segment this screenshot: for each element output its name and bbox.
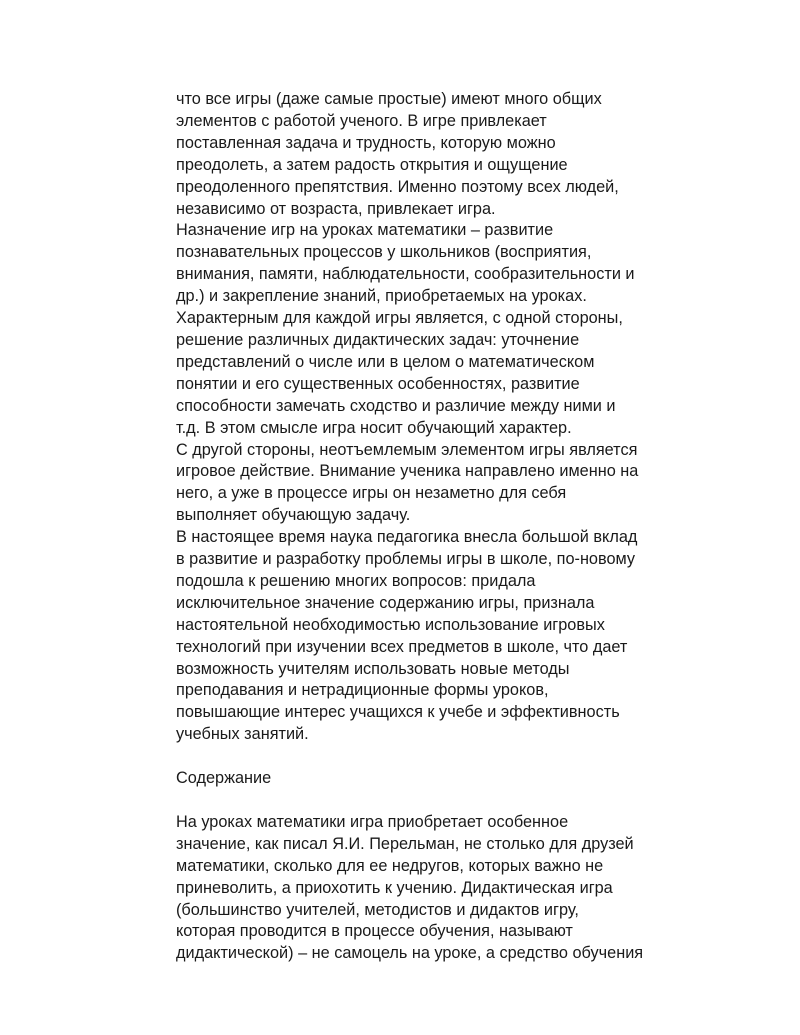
text-line: которая проводится в процессе обучения, называют [176,922,573,941]
text-line: повышающие интерес учащихся к учебе и эффективность [176,703,620,722]
blank-line [176,790,696,812]
blank-line [176,746,696,768]
text-line: независимо от возраста, привлекает игра. [176,199,496,218]
text-line: (большинство учителей, методистов и дидактов игру, [176,900,579,919]
text-line: др.) и закрепление знаний, приобретаемых на уроках. [176,287,587,306]
text-line: настоятельной необходимостью использование игровых [176,615,605,634]
text-line: способности замечать сходство и различие между ними и [176,396,616,415]
text-line: в развитие и разработку проблемы игры в школе, по-новому [176,550,636,569]
text-line: подошла к решению многих вопросов: придала [176,571,536,590]
text-line: игровое действие. Внимание ученика направлено именно на [176,462,639,481]
text-line: математики, сколько для ее недругов, которых важно не [176,856,604,875]
text-line: внимания, памяти, наблюдательности, сообразительности и [176,265,635,284]
text-line: преподавания и нетрадиционные формы уроков, [176,681,549,700]
text-line: Характерным для каждой игры является, с одной стороны, [176,309,623,328]
text-line: решение различных дидактических задач: уточнение [176,330,580,349]
text-line: возможность учителям использовать новые методы [176,659,570,678]
paragraph-2 [176,220,696,308]
paragraph-1 [176,89,696,220]
text-line: выполняет обучающую задачу. [176,506,411,525]
text-line: элементов с работой ученого. В игре привлекает [176,111,547,130]
text-line: дидактической) – не самоцель на уроке, а средство обучения [176,944,644,963]
text-line: представлений о числе или в целом о математическом [176,352,595,371]
paragraph-final [176,812,696,965]
text-line: В настоящее время наука педагогика внесла большой вклад [176,528,638,547]
text-line: преодоленного препятствия. Именно поэтому всех людей, [176,177,619,196]
text-line: На уроках математики игра приобретает особенное [176,812,569,831]
text-line: технологий при изучении всех предметов в школе, что дает [176,637,628,656]
text-line: преодолеть, а затем радость открытия и ощущение [176,155,568,174]
text-line: познавательных процессов у школьников (восприятия, [176,243,592,262]
paragraph-5 [176,527,696,746]
text-line: него, а уже в процессе игры он незаметно для себя [176,484,567,503]
text-line: что все игры (даже самые простые) имеют много общих [176,90,602,108]
document-body [176,89,696,965]
text-line: т.д. В этом смысле игра носит обучающий характер. [176,418,572,437]
text-line: С другой стороны, неотъемлемым элементом игры является [176,440,638,459]
text-line: Назначение игр на уроках математики – развитие [176,221,554,240]
text-line: исключительное значение содержанию игры, признала [176,593,595,612]
paragraph-3 [176,308,696,439]
text-line: понятии и его существенных особенностях, развитие [176,374,580,393]
text-line: поставленная задача и трудность, которую можно [176,133,556,152]
section-heading: Содержание [176,769,272,788]
text-line: учебных занятий. [176,725,309,744]
text-line: значение, как писал Я.И. Перельман, не столько для друзей [176,834,634,853]
paragraph-4 [176,440,696,528]
text-line: приневолить, а приохотить к учению. Дидактическая игра [176,878,613,897]
